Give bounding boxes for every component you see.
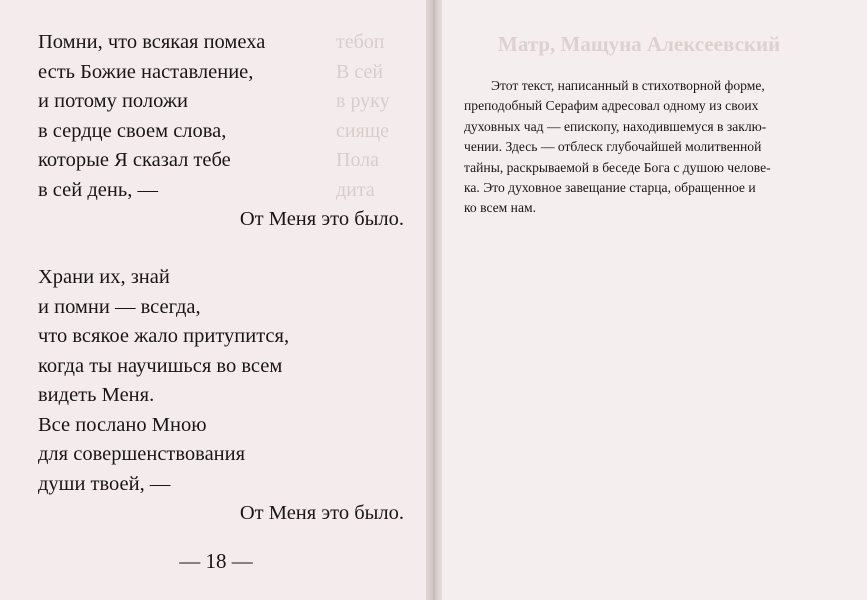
poem-line: и потому положи: [38, 90, 188, 112]
poem-line: для совершенствования: [38, 443, 246, 465]
poem-line: видеть Меня.: [38, 384, 155, 406]
poem-line: что всякое жало притупится,: [38, 325, 290, 347]
poem-line: и помни — всегда,: [38, 295, 201, 318]
page-number: — 18 —: [179, 549, 253, 573]
commentary-paragraph: [464, 76, 836, 219]
poem-stanza-2: [38, 263, 404, 529]
paragraph-line: преподобный Серафим адресовал одному из своих: [464, 98, 759, 114]
paragraph-line: ка. Это духовное завещание старца, обращенное и: [464, 179, 756, 195]
paragraph-line: чении. Здесь — отблеск глубочайшей молитвенной: [464, 139, 762, 155]
paragraph-line: тайны, раскрываемой в беседе Бога с душою челове-: [464, 159, 771, 175]
poem-line: когда ты научишься во всем: [38, 354, 283, 377]
poem-line: в сей день, —: [38, 178, 158, 201]
poem-line: Храни их, знай: [38, 266, 170, 288]
paragraph-line: ко всем нам.: [464, 200, 536, 216]
poem-refrain: От Меня это было.: [239, 208, 404, 230]
paragraph-line: Этот текст, написанный в стихотворной форме,: [491, 78, 765, 93]
paragraph-line: духовных чад — епископу, находившемуся в заклю-: [464, 118, 767, 134]
poem-line: которые Я сказал тебе: [38, 149, 231, 171]
poem-line: души твоей, —: [38, 472, 171, 495]
poem-line: Помни, что всякая помеха: [38, 31, 266, 53]
poem-stanza-1: [38, 28, 404, 235]
show-through-right: Матр, Мащуна Алексеевский: [498, 32, 781, 56]
poem-line: в сердце своем слова,: [38, 119, 227, 142]
poem-refrain: От Меня это было.: [239, 502, 404, 524]
poem-line: есть Божие наставление,: [38, 60, 254, 83]
book-gutter: [426, 0, 442, 600]
show-through-left: тебоп В сей в руку сияще Пола дита: [336, 31, 390, 201]
poem-line: Все послано Мною: [38, 413, 207, 436]
